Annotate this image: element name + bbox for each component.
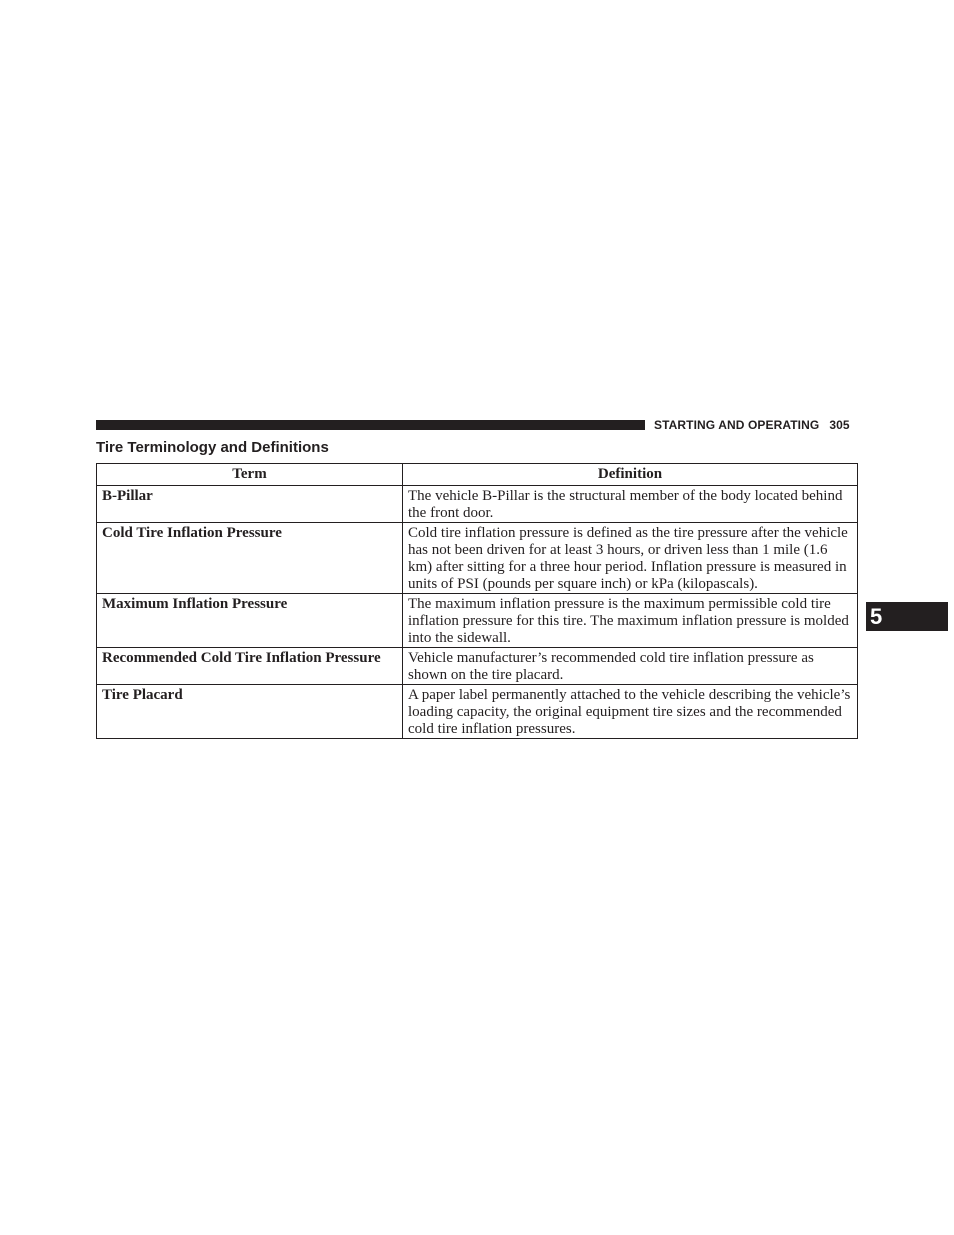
table-row (97, 594, 858, 648)
table-row (97, 523, 858, 594)
term-cell: Cold Tire Inflation Pressure (97, 523, 403, 594)
page-number: 305 (829, 418, 850, 432)
term-cell: Maximum Inflation Pressure (97, 594, 403, 648)
table-row (97, 486, 858, 523)
definition-cell: Vehicle manufacturer’s recommended cold tire inflation pressure as shown on the tire placard. (403, 648, 858, 685)
header-rule (96, 420, 645, 430)
definitions-table (96, 463, 858, 739)
column-header-term: Term (97, 464, 403, 486)
term-cell: B-Pillar (97, 486, 403, 523)
header-section: STARTING AND OPERATING (654, 418, 820, 432)
definition-cell: The vehicle B-Pillar is the structural member of the body located behind the front door. (403, 486, 858, 523)
definition-cell: Cold tire inflation pressure is defined as the tire pressure after the vehicle has not been driven for at least 3 hours, or driven less than 1 mile (1.6 km) after sitting for a three hour period. Inflation pressure is measured in units of PSI (pounds per square inch) or kPa (kilopascals). (403, 523, 858, 594)
definition-cell: A paper label permanently attached to the vehicle describing the vehicle’s loading capacity, the original equipment tire sizes and the recommended cold tire inflation pressures. (403, 685, 858, 739)
column-header-definition: Definition (403, 464, 858, 486)
chapter-tab (866, 602, 948, 631)
definition-cell: The maximum inflation pressure is the maximum permissible cold tire inflation pressure for this tire. The maximum inflation pressure is molded into the sidewall. (403, 594, 858, 648)
term-cell: Recommended Cold Tire Inflation Pressure (97, 648, 403, 685)
running-header (654, 418, 858, 432)
table-header-row (97, 464, 858, 486)
chapter-number: 5 (870, 604, 883, 629)
term-cell: Tire Placard (97, 685, 403, 739)
table-row (97, 685, 858, 739)
table-row (97, 648, 858, 685)
section-title: Tire Terminology and Definitions (96, 439, 329, 456)
